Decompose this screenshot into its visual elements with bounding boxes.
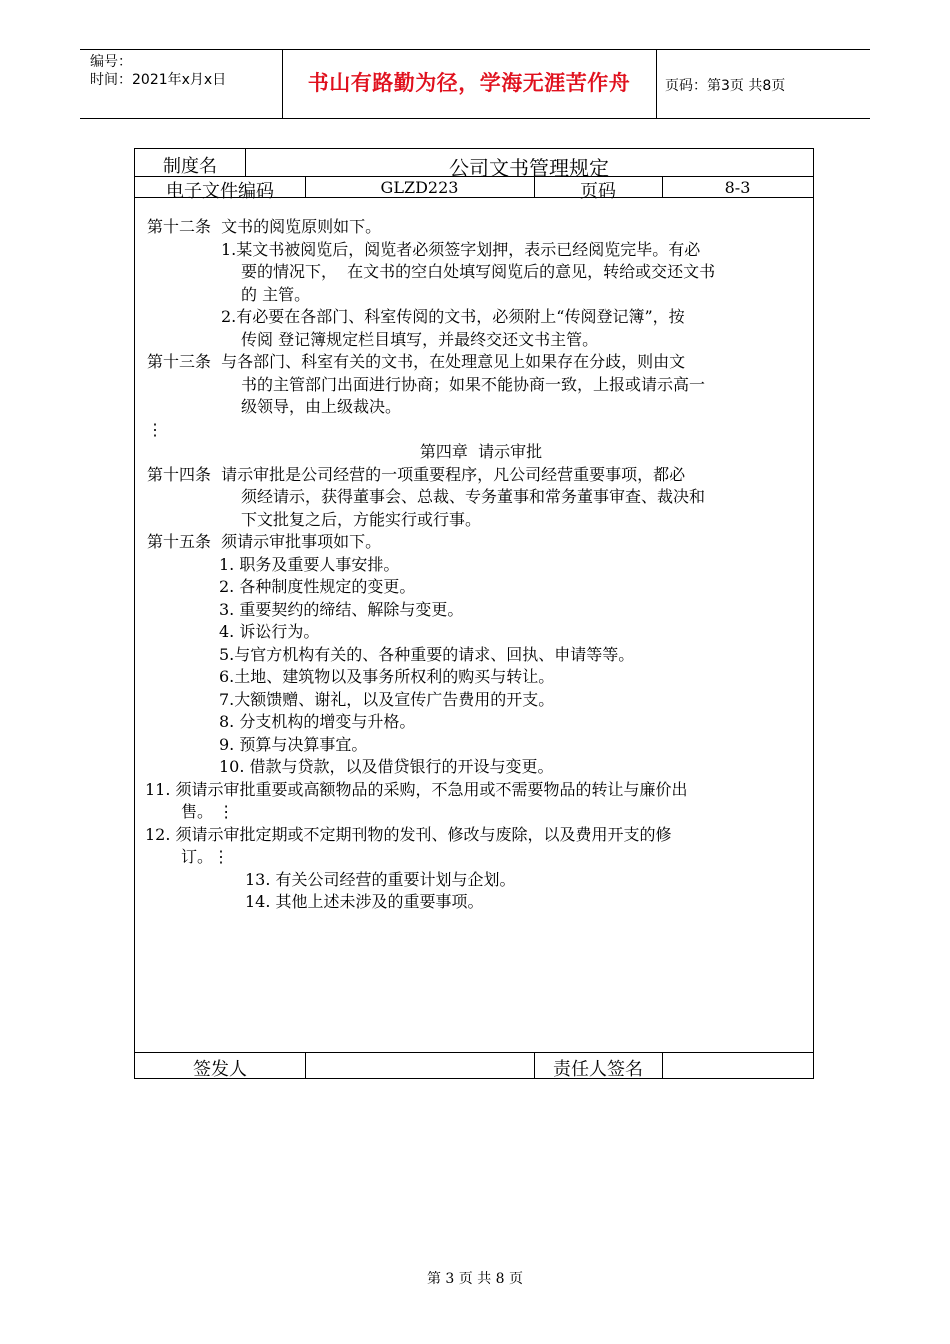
- body-line: ⋮: [147, 419, 163, 439]
- body-line: 传阅 登记簿规定栏目填写，并最终交还文书主管。: [241, 329, 599, 349]
- regulation-body: [135, 216, 815, 914]
- chapter-heading: 第四章 请示审批: [419, 442, 543, 461]
- file-code-value: GLZD223: [380, 178, 459, 197]
- file-code-label: 电子文件编码: [166, 181, 274, 202]
- body-line: 须经请示，获得董事会、总裁、专务董事和常务董事审查、裁决和: [241, 487, 706, 506]
- issuer-label: 签发人: [193, 1059, 247, 1080]
- body-line: 3. 重要契约的缔结、解除与变更。: [219, 599, 464, 619]
- form-col-divider: [662, 1052, 663, 1078]
- body-line: 14. 其他上述未涉及的重要事项。: [245, 892, 484, 911]
- body-line: 5.与官方机构有关的、各种重要的请求、回执、申请等等。: [219, 644, 635, 664]
- body-line: 7.大额馈赠、谢礼，以及宣传广告费用的开支。: [219, 689, 555, 709]
- body-line: 第十五条 须请示审批事项如下。: [147, 532, 382, 551]
- body-line: 9. 预算与决算事宜。: [219, 734, 368, 754]
- body-line: 1.某文书被阅览后，阅览者必须签字划押，表示已经阅览完毕。有必: [221, 239, 701, 259]
- header-motto: 书山有路勤为径，学海无涯苦作舟: [307, 71, 631, 95]
- body-line: 下文批复之后，方能实行或行事。: [241, 509, 482, 529]
- body-line: 2.有必要在各部门、科室传阅的文书，必须附上“传阅登记簿”，按: [221, 307, 685, 326]
- body-line: 第十二条 文书的阅览原则如下。: [147, 217, 382, 236]
- body-line: 要的情况下， 在文书的空白处填写阅览后的意见，转给或交还文书: [241, 262, 716, 281]
- header-page-info: 页码：第3页 共8页: [665, 78, 786, 94]
- body-line: 10. 借款与贷款，以及借贷银行的开设与变更。: [219, 757, 554, 776]
- body-line: 1. 职务及重要人事安排。: [219, 554, 400, 574]
- header-meta: [90, 53, 226, 89]
- header-top-rule: [80, 49, 870, 50]
- regulation-form: [134, 148, 814, 1079]
- body-line: 4. 诉讼行为。: [219, 622, 320, 641]
- body-line: 第十四条 请示审批是公司经营的一项重要程序，凡公司经营重要事项，都必: [147, 464, 686, 484]
- page-value: 8-3: [724, 178, 751, 197]
- body-line: 8. 分支机构的增变与升格。: [219, 712, 416, 731]
- body-line: 第十三条 与各部门、科室有关的文书，在处理意见上如果存在分歧，则由文: [147, 352, 686, 371]
- page-footer: 第 3 页 共 8 页: [426, 1271, 524, 1287]
- body-line: 售。 ⋮: [181, 802, 235, 821]
- responsible-person-label: 责任人签名: [553, 1059, 643, 1080]
- regulation-name-label: 制度名: [163, 156, 217, 177]
- body-line: 12. 须请示审批定期或不定期刊物的发刊、修改与废除，以及费用开支的修: [145, 824, 672, 844]
- document-number-label: 编号：: [90, 54, 132, 70]
- regulation-name-value: 公司文书管理规定: [449, 156, 609, 180]
- body-line: 订。⋮: [181, 847, 230, 866]
- body-line: 6.土地、建筑物以及事务所权利的购买与转让。: [219, 667, 555, 686]
- form-col-divider: [305, 1052, 306, 1078]
- document-time: 时间：2021年x月x日: [90, 72, 227, 88]
- header-separator: [656, 50, 657, 118]
- body-line: 2. 各种制度性规定的变更。: [219, 577, 416, 596]
- body-line: 级领导，由上级裁决。: [241, 397, 402, 416]
- body-line: 书的主管部门出面进行协商；如果不能协商一致，上报或请示高一: [241, 374, 706, 394]
- page-label: 页码: [580, 181, 616, 202]
- form-row-divider: [135, 1052, 813, 1053]
- header-bottom-rule: [80, 118, 870, 119]
- body-line: 11. 须请示审批重要或高额物品的采购，不急用或不需要物品的转让与廉价出: [145, 779, 688, 799]
- body-line: 的 主管。: [241, 284, 311, 304]
- body-line: 13. 有关公司经营的重要计划与企划。: [245, 869, 516, 889]
